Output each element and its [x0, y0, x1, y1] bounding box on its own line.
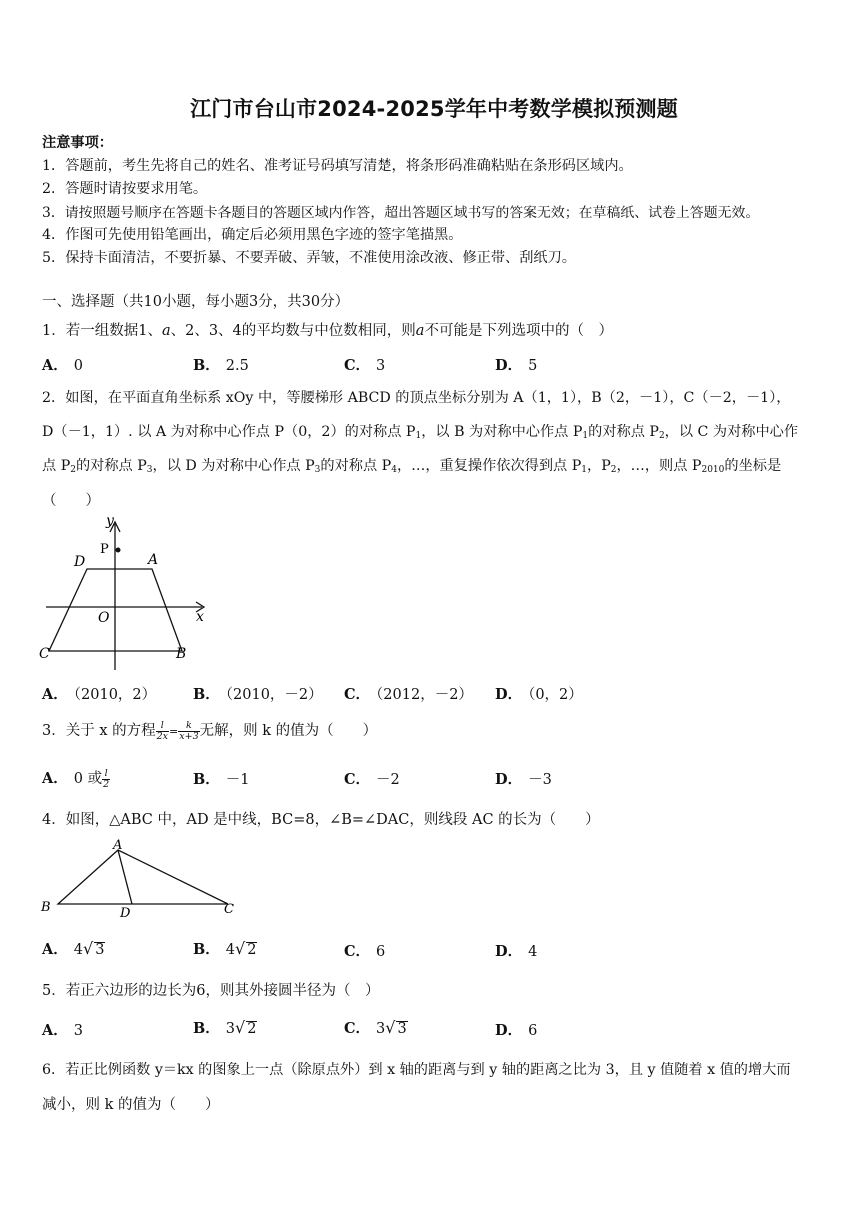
notice-item: 2．答题时请按要求用笔。 — [42, 181, 208, 197]
question-3: 3．关于 x 的方程 $\frac{l}{2x}$ = $\frac{k}{x+3}$ 无解，则 k 的值为（ ） — [42, 719, 378, 742]
q1-text-post: 不可能是下列选项中的（ ） — [424, 323, 613, 339]
q1-text-pre: 1．若一组数据1、 — [42, 323, 162, 339]
q2-option-d[interactable]: D． （0，2） — [495, 686, 583, 703]
q2-option-c[interactable]: C． （2012，－2） — [344, 686, 473, 703]
page-title: 江门市台山市2024-2025学年中考数学模拟预测题 — [190, 97, 678, 121]
question-4: 4．如图，△ABC 中，AD 是中线，BC=8，∠B=∠DAC，则线段 AC 的长为（ ） — [42, 812, 600, 828]
label-d: D — [74, 554, 86, 570]
notice-heading: 注意事项： — [42, 135, 113, 151]
q4-option-b[interactable]: B． 4√ 2 — [193, 939, 257, 958]
trapezoid-figure — [36, 510, 208, 672]
point-p — [116, 548, 121, 553]
question-5: 5．若正六边形的边长为6，则其外接圆半径为（ ） — [42, 983, 380, 999]
q1-option-a[interactable]: A． 0 — [42, 357, 83, 374]
label-b: B — [176, 646, 187, 662]
q2-option-a[interactable]: A． （2010，2） — [42, 686, 157, 703]
q6-line1: 6．若正比例函数 y＝kx 的图象上一点（除原点外）到 x 轴的距离与到 y 轴的距离之比为 3，且 y 值随着 x 值的增大而 — [42, 1062, 791, 1078]
label-y: y — [106, 513, 114, 529]
label-b: B — [41, 900, 51, 915]
q2-line3: 点 $P_2$的对称点 $P_3$，以 D 为对称中心作点 $P_3$的对称点 $P_4$，…，重复操作依次得到点 $P_1$，$P_2$，…，则点 $P_{2010}$的坐标是 — [42, 458, 782, 475]
q1-option-b[interactable]: B． 2.5 — [193, 357, 249, 374]
triangle-figure — [36, 838, 236, 922]
q3-option-d[interactable]: D． －3 — [495, 771, 552, 788]
label-o: O — [98, 610, 110, 626]
label-d: D — [120, 906, 131, 921]
label-p: P — [100, 542, 109, 557]
q5-option-c[interactable]: C． 3√ 3 — [344, 1018, 407, 1037]
triangle-abc — [58, 850, 228, 904]
q2-line2: D（－1，1）. 以 A 为对称中心作点 P（0，2）的对称点 $P_1$，以 B 为对称中心作点 $P_1$的对称点 $P_2$，以 C 为对称中心作 — [42, 424, 799, 441]
label-x: x — [196, 609, 204, 625]
q3-option-a[interactable]: A． 0 或 $\frac{l}{2}$ — [42, 767, 110, 790]
q2-line1: 2．如图，在平面直角坐标系 xOy 中，等腰梯形 ABCD 的顶点坐标分别为 A（1，1），B（2，－1），C（－2，－1）， — [42, 390, 791, 406]
q1-option-d[interactable]: D． 5 — [495, 357, 538, 374]
q5-option-a[interactable]: A． 3 — [42, 1022, 83, 1039]
q5-option-b[interactable]: B． 3√ 2 — [193, 1018, 257, 1037]
q5-option-d[interactable]: D． 6 — [495, 1022, 538, 1039]
notice-item: 3．请按照题号顺序在答题卡各题目的答题区域内作答，超出答题区域书写的答案无效；在草稿纸、试卷上答题无效。 — [42, 205, 760, 221]
q3-option-b[interactable]: B． －1 — [193, 771, 250, 788]
label-a: A — [148, 552, 159, 568]
q3-fraction-1: $\frac{l}{2x}$ — [156, 719, 169, 742]
question-1 — [42, 319, 613, 340]
q6-line2: 减小，则 k 的值为（ ） — [42, 1097, 220, 1113]
notice-item: 4．作图可先使用铅笔画出，确定后必须用黑色字迹的签字笔描黑。 — [42, 227, 463, 243]
q3-fraction-2: $\frac{k}{x+3}$ — [179, 719, 199, 742]
q4-option-c[interactable]: C． 6 — [344, 943, 386, 960]
q3-option-c[interactable]: C． －2 — [344, 771, 400, 788]
q1-option-c[interactable]: C． 3 — [344, 357, 386, 374]
q1-text-mid: 、2、3、4的平均数与中位数相同，则 — [170, 323, 416, 339]
label-a: A — [113, 838, 123, 853]
notice-item: 5．保持卡面清洁，不要折暴、不要弄破、弄皱，不准使用涂改液、修正带、刮纸刀。 — [42, 250, 576, 266]
median-ad — [118, 850, 132, 904]
section-heading: 一、选择题（共10小题，每小题3分，共30分） — [42, 294, 350, 310]
q1-var: a — [415, 323, 425, 339]
notice-item: 1．答题前，考生先将自己的姓名、准考证号码填写清楚，将条形码准确粘贴在条形码区域内。 — [42, 158, 633, 174]
label-c: C — [224, 902, 234, 917]
q2-line4: （ ） — [42, 493, 100, 509]
q1-var: a — [161, 323, 171, 339]
label-c: C — [39, 646, 50, 662]
q4-option-a[interactable]: A． 4√ 3 — [42, 939, 105, 958]
q4-option-d[interactable]: D． 4 — [495, 943, 538, 960]
q2-option-b[interactable]: B． （2010，－2） — [193, 686, 323, 703]
